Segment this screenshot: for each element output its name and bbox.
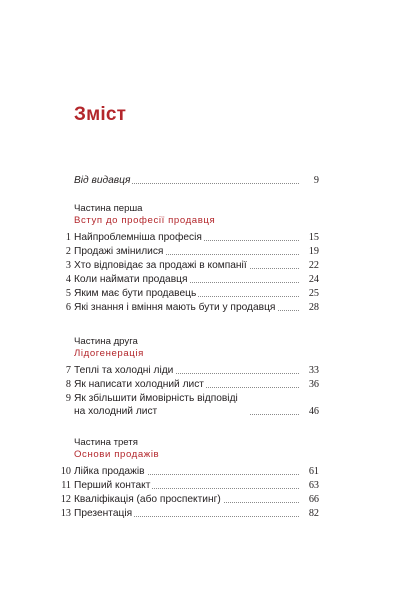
part-title[interactable]: Лідогенерація	[74, 348, 144, 359]
toc-page-number: 22	[308, 260, 319, 271]
toc-page-number: 63	[308, 480, 319, 491]
toc-page-number: 24	[308, 274, 319, 285]
part-label: Частина третя	[74, 437, 138, 448]
toc-page-number: 9	[313, 175, 319, 186]
chapter-number: 8	[65, 379, 71, 390]
toc-entry-title: Продажі змінилися	[74, 246, 164, 257]
toc-entry-intro[interactable]	[59, 174, 319, 188]
toc-entry[interactable]	[59, 273, 319, 287]
toc-entry-title: Як збільшити ймовірність відповіді на холодний лист	[74, 392, 249, 418]
toc-entry-title: Лійка продажів	[74, 466, 145, 477]
toc-entry-title: Які знання і вміння мають бути у продавця	[74, 302, 276, 313]
toc-entry[interactable]	[59, 259, 319, 273]
toc-page-number: 82	[308, 508, 319, 519]
toc-entry-title: Хто відповідає за продажі в компанії	[74, 260, 247, 271]
part-title[interactable]: Основи продажів	[74, 449, 160, 460]
toc-entry-title: Презентація	[74, 508, 133, 519]
toc-page-number: 19	[308, 246, 319, 257]
chapter-number: 4	[65, 274, 71, 285]
part-label: Частина перша	[74, 203, 143, 214]
toc-entry-title: Від видавця	[74, 175, 131, 186]
toc-page-number: 25	[308, 288, 319, 299]
toc-entry[interactable]	[59, 287, 319, 301]
toc-entry[interactable]	[59, 301, 319, 315]
toc-page-number: 33	[308, 365, 319, 376]
toc-page-number: 46	[308, 406, 319, 417]
toc-page-number: 66	[308, 494, 319, 505]
toc-entry[interactable]	[59, 245, 319, 259]
toc-entry-title: Кваліфікація (або проспектинг)	[74, 494, 221, 505]
chapter-number: 3	[65, 260, 71, 271]
toc-entry-title: Коли наймати продавця	[74, 274, 188, 285]
toc-entry[interactable]	[59, 479, 319, 493]
chapter-number: 11	[61, 480, 71, 491]
toc-entry[interactable]	[59, 364, 319, 378]
part-title[interactable]: Вступ до професії продавця	[74, 215, 216, 226]
toc-page-number: 15	[308, 232, 319, 243]
toc-page-number: 36	[308, 379, 319, 390]
chapter-number: 2	[65, 246, 71, 257]
toc-entry-title: Як написати холодний лист	[74, 379, 204, 390]
toc-entry[interactable]	[59, 507, 319, 521]
chapter-number: 7	[65, 365, 71, 376]
page-title: Зміст	[74, 104, 127, 125]
toc-entry-title: Яким має бути продавець	[74, 288, 197, 299]
part-label: Частина друга	[74, 336, 138, 347]
chapter-number: 13	[60, 508, 71, 519]
toc-entry[interactable]	[59, 392, 319, 420]
chapter-number: 12	[60, 494, 71, 505]
toc-page-number: 28	[308, 302, 319, 313]
toc-entry[interactable]	[59, 493, 319, 507]
chapter-number: 1	[65, 232, 71, 243]
toc-entry-title: Теплі та холодні ліди	[74, 365, 174, 376]
chapter-number: 10	[60, 466, 71, 477]
toc-entry[interactable]	[59, 378, 319, 392]
toc-page-number: 61	[308, 466, 319, 477]
toc-entry-title: Найпроблемніша професія	[74, 232, 202, 243]
chapter-number: 5	[65, 288, 71, 299]
chapter-number: 9	[65, 393, 71, 404]
toc-entry[interactable]	[59, 465, 319, 479]
chapter-number: 6	[65, 302, 71, 313]
toc-entry-title: Перший контакт	[74, 480, 151, 491]
toc-entry[interactable]	[59, 231, 319, 245]
